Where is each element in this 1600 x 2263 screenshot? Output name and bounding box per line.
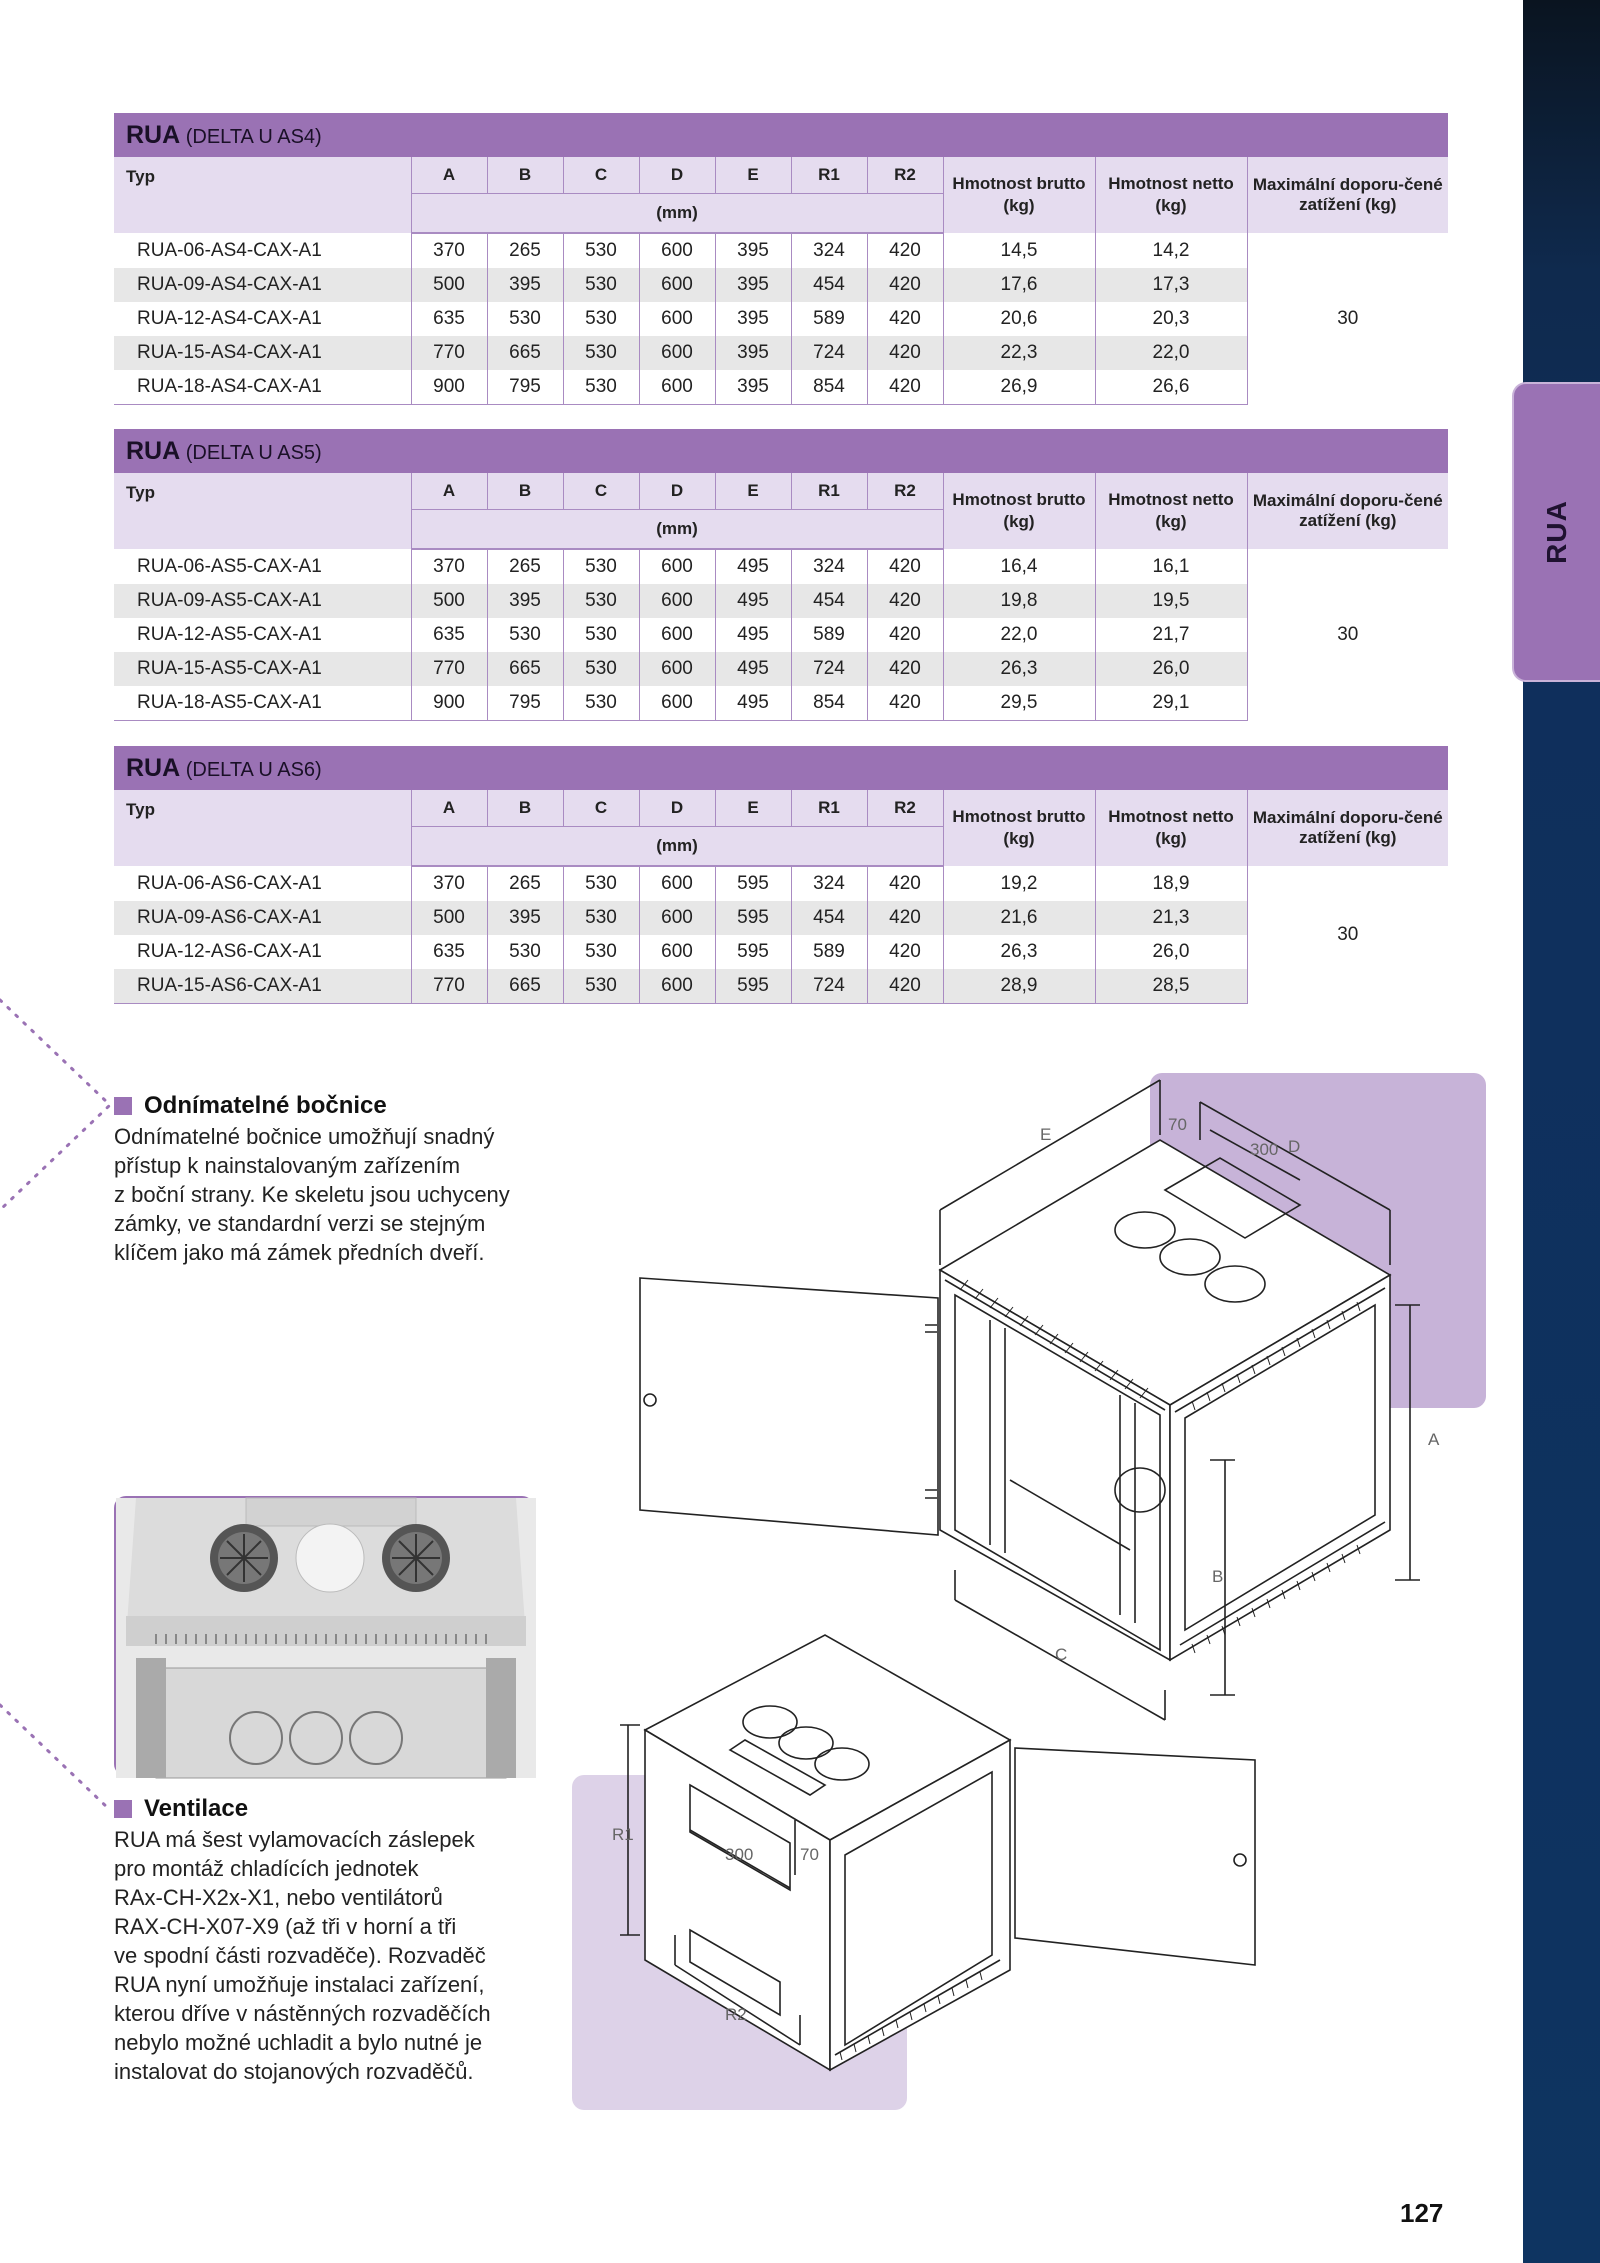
cell-typ: RUA-06-AS4-CAX-A1 xyxy=(137,239,322,261)
col-header-r2: R2 xyxy=(867,157,943,194)
col-header-b: B xyxy=(487,157,563,194)
cell-e: 495 xyxy=(715,686,791,721)
sidebar-band xyxy=(1523,0,1600,2263)
bullet-square-icon xyxy=(114,1800,132,1818)
cell-a: 900 xyxy=(411,686,487,721)
page-number: 127 xyxy=(1400,2198,1444,2228)
cell-c: 530 xyxy=(563,935,639,969)
col-header-typ: Typ xyxy=(114,790,411,866)
cell-d: 600 xyxy=(639,686,715,721)
cell-brutto: 14,5 xyxy=(943,233,1095,268)
col-header-load: Maximální doporu-čené zatížení (kg) xyxy=(1247,473,1448,549)
cell-d: 600 xyxy=(639,268,715,302)
section-tab-label: RUA xyxy=(1541,500,1572,564)
col-header-b: B xyxy=(487,473,563,510)
col-header-units: (mm) xyxy=(411,194,943,234)
col-header-units: (mm) xyxy=(411,510,943,550)
table-row xyxy=(114,866,1448,901)
col-header-a: A xyxy=(411,157,487,194)
cell-e: 495 xyxy=(715,549,791,584)
cell-max-load: 30 xyxy=(1247,866,1448,1004)
cell-e: 595 xyxy=(715,901,791,935)
dim-label-e: E xyxy=(1040,1125,1052,1144)
col-header-brutto: Hmotnost brutto (kg) xyxy=(943,790,1095,866)
dim-label-r1: R1 xyxy=(612,1825,634,1844)
cell-r2: 420 xyxy=(867,268,943,302)
col-header-typ: Typ xyxy=(114,157,411,233)
cell-r1: 454 xyxy=(791,584,867,618)
table-title: RUA (DELTA U AS5) xyxy=(114,429,1448,473)
cell-r1: 589 xyxy=(791,302,867,336)
cell-a: 370 xyxy=(411,233,487,268)
col-header-brutto: Hmotnost brutto (kg) xyxy=(943,157,1095,233)
cell-r2: 420 xyxy=(867,302,943,336)
section-tab xyxy=(1512,382,1600,682)
cell-a: 770 xyxy=(411,969,487,1004)
cell-brutto: 21,6 xyxy=(943,901,1095,935)
dotted-connector-2 xyxy=(0,1690,120,1830)
col-header-d: D xyxy=(639,473,715,510)
feature-title: Ventilace xyxy=(144,1795,249,1822)
cell-r2: 420 xyxy=(867,866,943,901)
cell-r1: 324 xyxy=(791,233,867,268)
cell-typ: RUA-15-AS5-CAX-A1 xyxy=(114,652,411,686)
cell-r1: 854 xyxy=(791,370,867,405)
cell-r2: 420 xyxy=(867,901,943,935)
cell-b: 795 xyxy=(487,686,563,721)
cell-typ: RUA-06-AS5-CAX-A1 xyxy=(137,555,322,577)
cell-e: 395 xyxy=(715,302,791,336)
cell-netto: 21,7 xyxy=(1095,618,1247,652)
cell-e: 495 xyxy=(715,584,791,618)
cell-r1: 854 xyxy=(791,686,867,721)
cell-netto: 19,5 xyxy=(1095,584,1247,618)
cell-brutto: 26,9 xyxy=(943,370,1095,405)
cell-r2: 420 xyxy=(867,969,943,1004)
col-header-netto: Hmotnost netto (kg) xyxy=(1095,790,1247,866)
cell-netto: 29,1 xyxy=(1095,686,1247,721)
cell-c: 530 xyxy=(563,584,639,618)
cell-r1: 454 xyxy=(791,901,867,935)
cell-typ: RUA-09-AS4-CAX-A1 xyxy=(114,268,411,302)
cell-typ: RUA-12-AS6-CAX-A1 xyxy=(137,941,322,962)
table-title: RUA (DELTA U AS6) xyxy=(114,746,1448,790)
cell-d: 600 xyxy=(639,233,715,268)
cell-c: 530 xyxy=(563,233,639,268)
cell-r2: 420 xyxy=(867,370,943,405)
cell-a: 500 xyxy=(411,901,487,935)
cell-d: 600 xyxy=(639,969,715,1004)
table-row xyxy=(114,233,1448,268)
cell-r1: 454 xyxy=(791,268,867,302)
dim-label-b: B xyxy=(1212,1567,1224,1586)
cell-brutto: 19,2 xyxy=(943,866,1095,901)
cell-c: 530 xyxy=(563,901,639,935)
cell-r1: 589 xyxy=(791,618,867,652)
dim-label-70: 70 xyxy=(1168,1115,1187,1134)
dim-label-a: A xyxy=(1428,1430,1440,1449)
cell-r1: 724 xyxy=(791,969,867,1004)
cell-d: 600 xyxy=(639,336,715,370)
cell-a: 635 xyxy=(411,935,487,969)
cell-netto: 20,3 xyxy=(1095,302,1247,336)
cell-r1: 324 xyxy=(791,866,867,901)
cell-brutto: 19,8 xyxy=(943,584,1095,618)
cell-b: 530 xyxy=(487,302,563,336)
cell-d: 600 xyxy=(639,370,715,405)
spec-table xyxy=(114,429,1448,721)
cell-a: 370 xyxy=(411,866,487,901)
cell-a: 900 xyxy=(411,370,487,405)
cell-a: 770 xyxy=(411,336,487,370)
col-header-a: A xyxy=(411,790,487,827)
cell-d: 600 xyxy=(639,652,715,686)
cell-d: 600 xyxy=(639,866,715,901)
cell-b: 665 xyxy=(487,969,563,1004)
dim-label-d: D xyxy=(1288,1137,1301,1156)
cell-r2: 420 xyxy=(867,336,943,370)
col-header-c: C xyxy=(563,790,639,827)
cell-brutto: 16,4 xyxy=(943,549,1095,584)
cell-typ: RUA-09-AS6-CAX-A1 xyxy=(114,901,411,935)
col-header-e: E xyxy=(715,157,791,194)
col-header-r2: R2 xyxy=(867,790,943,827)
technical-drawing xyxy=(612,1060,1480,2110)
col-header-r1: R1 xyxy=(791,790,867,827)
cell-e: 395 xyxy=(715,268,791,302)
cell-typ: RUA-18-AS5-CAX-A1 xyxy=(114,686,411,721)
col-header-r2: R2 xyxy=(867,473,943,510)
cell-max-load: 30 xyxy=(1247,233,1448,405)
cell-c: 530 xyxy=(563,866,639,901)
cell-d: 600 xyxy=(639,549,715,584)
cell-c: 530 xyxy=(563,618,639,652)
cell-a: 635 xyxy=(411,302,487,336)
cell-b: 530 xyxy=(487,618,563,652)
cell-c: 530 xyxy=(563,686,639,721)
cell-d: 600 xyxy=(639,618,715,652)
cell-e: 495 xyxy=(715,618,791,652)
cell-c: 530 xyxy=(563,969,639,1004)
cell-c: 530 xyxy=(563,370,639,405)
cell-r1: 324 xyxy=(791,549,867,584)
cell-d: 600 xyxy=(639,935,715,969)
cell-netto: 21,3 xyxy=(1095,901,1247,935)
cell-b: 265 xyxy=(487,233,563,268)
cell-d: 600 xyxy=(639,584,715,618)
col-header-units: (mm) xyxy=(411,827,943,867)
cell-c: 530 xyxy=(563,336,639,370)
cell-netto: 16,1 xyxy=(1095,549,1247,584)
col-header-brutto: Hmotnost brutto (kg) xyxy=(943,473,1095,549)
cell-a: 370 xyxy=(411,549,487,584)
cell-brutto: 20,6 xyxy=(943,302,1095,336)
cabinet-top-photo xyxy=(114,1496,534,1776)
feature-title: Odnímatelné bočnice xyxy=(144,1092,387,1119)
cell-brutto: 22,0 xyxy=(943,618,1095,652)
cell-r2: 420 xyxy=(867,935,943,969)
cell-typ: RUA-06-AS6-CAX-A1 xyxy=(137,872,322,894)
feature-ventilation xyxy=(114,1795,544,2086)
table-title: RUA (DELTA U AS4) xyxy=(114,113,1448,157)
cell-netto: 18,9 xyxy=(1095,866,1247,901)
cell-max-load: 30 xyxy=(1247,549,1448,721)
col-header-d: D xyxy=(639,157,715,194)
cell-brutto: 17,6 xyxy=(943,268,1095,302)
cell-r2: 420 xyxy=(867,233,943,268)
cell-brutto: 29,5 xyxy=(943,686,1095,721)
cell-netto: 17,3 xyxy=(1095,268,1247,302)
col-header-d: D xyxy=(639,790,715,827)
cell-typ: RUA-15-AS4-CAX-A1 xyxy=(114,336,411,370)
col-header-typ: Typ xyxy=(114,473,411,549)
col-header-r1: R1 xyxy=(791,473,867,510)
col-header-load: Maximální doporu-čené zatížení (kg) xyxy=(1247,790,1448,866)
cell-b: 395 xyxy=(487,584,563,618)
cell-c: 530 xyxy=(563,652,639,686)
cell-netto: 26,0 xyxy=(1095,652,1247,686)
cell-typ: RUA-09-AS5-CAX-A1 xyxy=(114,584,411,618)
cell-e: 495 xyxy=(715,652,791,686)
cell-b: 665 xyxy=(487,336,563,370)
cell-e: 395 xyxy=(715,233,791,268)
cell-b: 795 xyxy=(487,370,563,405)
cell-a: 500 xyxy=(411,584,487,618)
col-header-a: A xyxy=(411,473,487,510)
cell-b: 395 xyxy=(487,901,563,935)
cell-r1: 724 xyxy=(791,336,867,370)
cell-netto: 14,2 xyxy=(1095,233,1247,268)
cell-brutto: 26,3 xyxy=(943,652,1095,686)
cell-b: 665 xyxy=(487,652,563,686)
col-header-netto: Hmotnost netto (kg) xyxy=(1095,473,1247,549)
cell-typ: RUA-15-AS6-CAX-A1 xyxy=(114,969,411,1004)
cell-r2: 420 xyxy=(867,652,943,686)
table-row xyxy=(114,549,1448,584)
cell-netto: 22,0 xyxy=(1095,336,1247,370)
cell-a: 770 xyxy=(411,652,487,686)
fan-icon xyxy=(210,1524,278,1592)
cell-c: 530 xyxy=(563,268,639,302)
cell-a: 635 xyxy=(411,618,487,652)
dim-label-70-lower: 70 xyxy=(800,1845,819,1864)
dim-label-300: 300 xyxy=(1250,1140,1279,1159)
cell-brutto: 22,3 xyxy=(943,336,1095,370)
cell-brutto: 26,3 xyxy=(943,935,1095,969)
dotted-connector-1 xyxy=(0,990,120,1220)
col-header-c: C xyxy=(563,157,639,194)
cell-r1: 724 xyxy=(791,652,867,686)
feature-text: Odnímatelné bočnice umožňují snadný přístup k nainstalovaným zařízením z boční strany. Ke skeletu jsou uchyceny zámky, ve standardní verzi se stejným klíčem jako má zámek předních dveří. xyxy=(114,1124,510,1265)
cell-d: 600 xyxy=(639,302,715,336)
cell-r2: 420 xyxy=(867,549,943,584)
feature-text: RUA má šest vylamovacích záslepek pro montáž chladících jednotek RAx-CH-X2x-X1, nebo ventilátorů RAX-CH-X07-X9 (až tři v horní a tři ve spodní části rozvaděče). Rozvaděč RUA nyní umožňuje instalaci zařízení, kterou dříve v nástěnných rozvaděčích nebylo možné uchladit a bylo nutné je instalovat do stojanových rozvaděčů. xyxy=(114,1827,491,2084)
dim-label-r2: R2 xyxy=(725,2005,747,2024)
cell-e: 595 xyxy=(715,866,791,901)
cell-netto: 26,6 xyxy=(1095,370,1247,405)
cell-c: 530 xyxy=(563,549,639,584)
cell-e: 395 xyxy=(715,370,791,405)
col-header-netto: Hmotnost netto (kg) xyxy=(1095,157,1247,233)
cell-r2: 420 xyxy=(867,584,943,618)
feature-side-panels xyxy=(114,1092,544,1267)
cell-b: 265 xyxy=(487,549,563,584)
cell-brutto: 28,9 xyxy=(943,969,1095,1004)
col-header-b: B xyxy=(487,790,563,827)
bullet-square-icon xyxy=(114,1097,132,1115)
cell-b: 395 xyxy=(487,268,563,302)
cell-e: 395 xyxy=(715,336,791,370)
spec-table xyxy=(114,746,1448,1004)
cell-d: 600 xyxy=(639,901,715,935)
fan-icon xyxy=(382,1524,450,1592)
cell-e: 595 xyxy=(715,969,791,1004)
dim-label-c: C xyxy=(1055,1645,1068,1664)
dim-label-300-lower: 300 xyxy=(725,1845,754,1864)
cell-r1: 589 xyxy=(791,935,867,969)
cell-b: 530 xyxy=(487,935,563,969)
cell-typ: RUA-18-AS4-CAX-A1 xyxy=(114,370,411,405)
col-header-e: E xyxy=(715,790,791,827)
cell-a: 500 xyxy=(411,268,487,302)
cell-r2: 420 xyxy=(867,686,943,721)
cell-typ: RUA-12-AS5-CAX-A1 xyxy=(137,624,322,645)
col-header-c: C xyxy=(563,473,639,510)
col-header-e: E xyxy=(715,473,791,510)
cell-b: 265 xyxy=(487,866,563,901)
cell-e: 595 xyxy=(715,935,791,969)
cell-netto: 28,5 xyxy=(1095,969,1247,1004)
cell-r2: 420 xyxy=(867,618,943,652)
cell-c: 530 xyxy=(563,302,639,336)
spec-table xyxy=(114,113,1448,405)
cell-netto: 26,0 xyxy=(1095,935,1247,969)
col-header-r1: R1 xyxy=(791,157,867,194)
cell-typ: RUA-12-AS4-CAX-A1 xyxy=(137,308,322,329)
col-header-load: Maximální doporu-čené zatížení (kg) xyxy=(1247,157,1448,233)
